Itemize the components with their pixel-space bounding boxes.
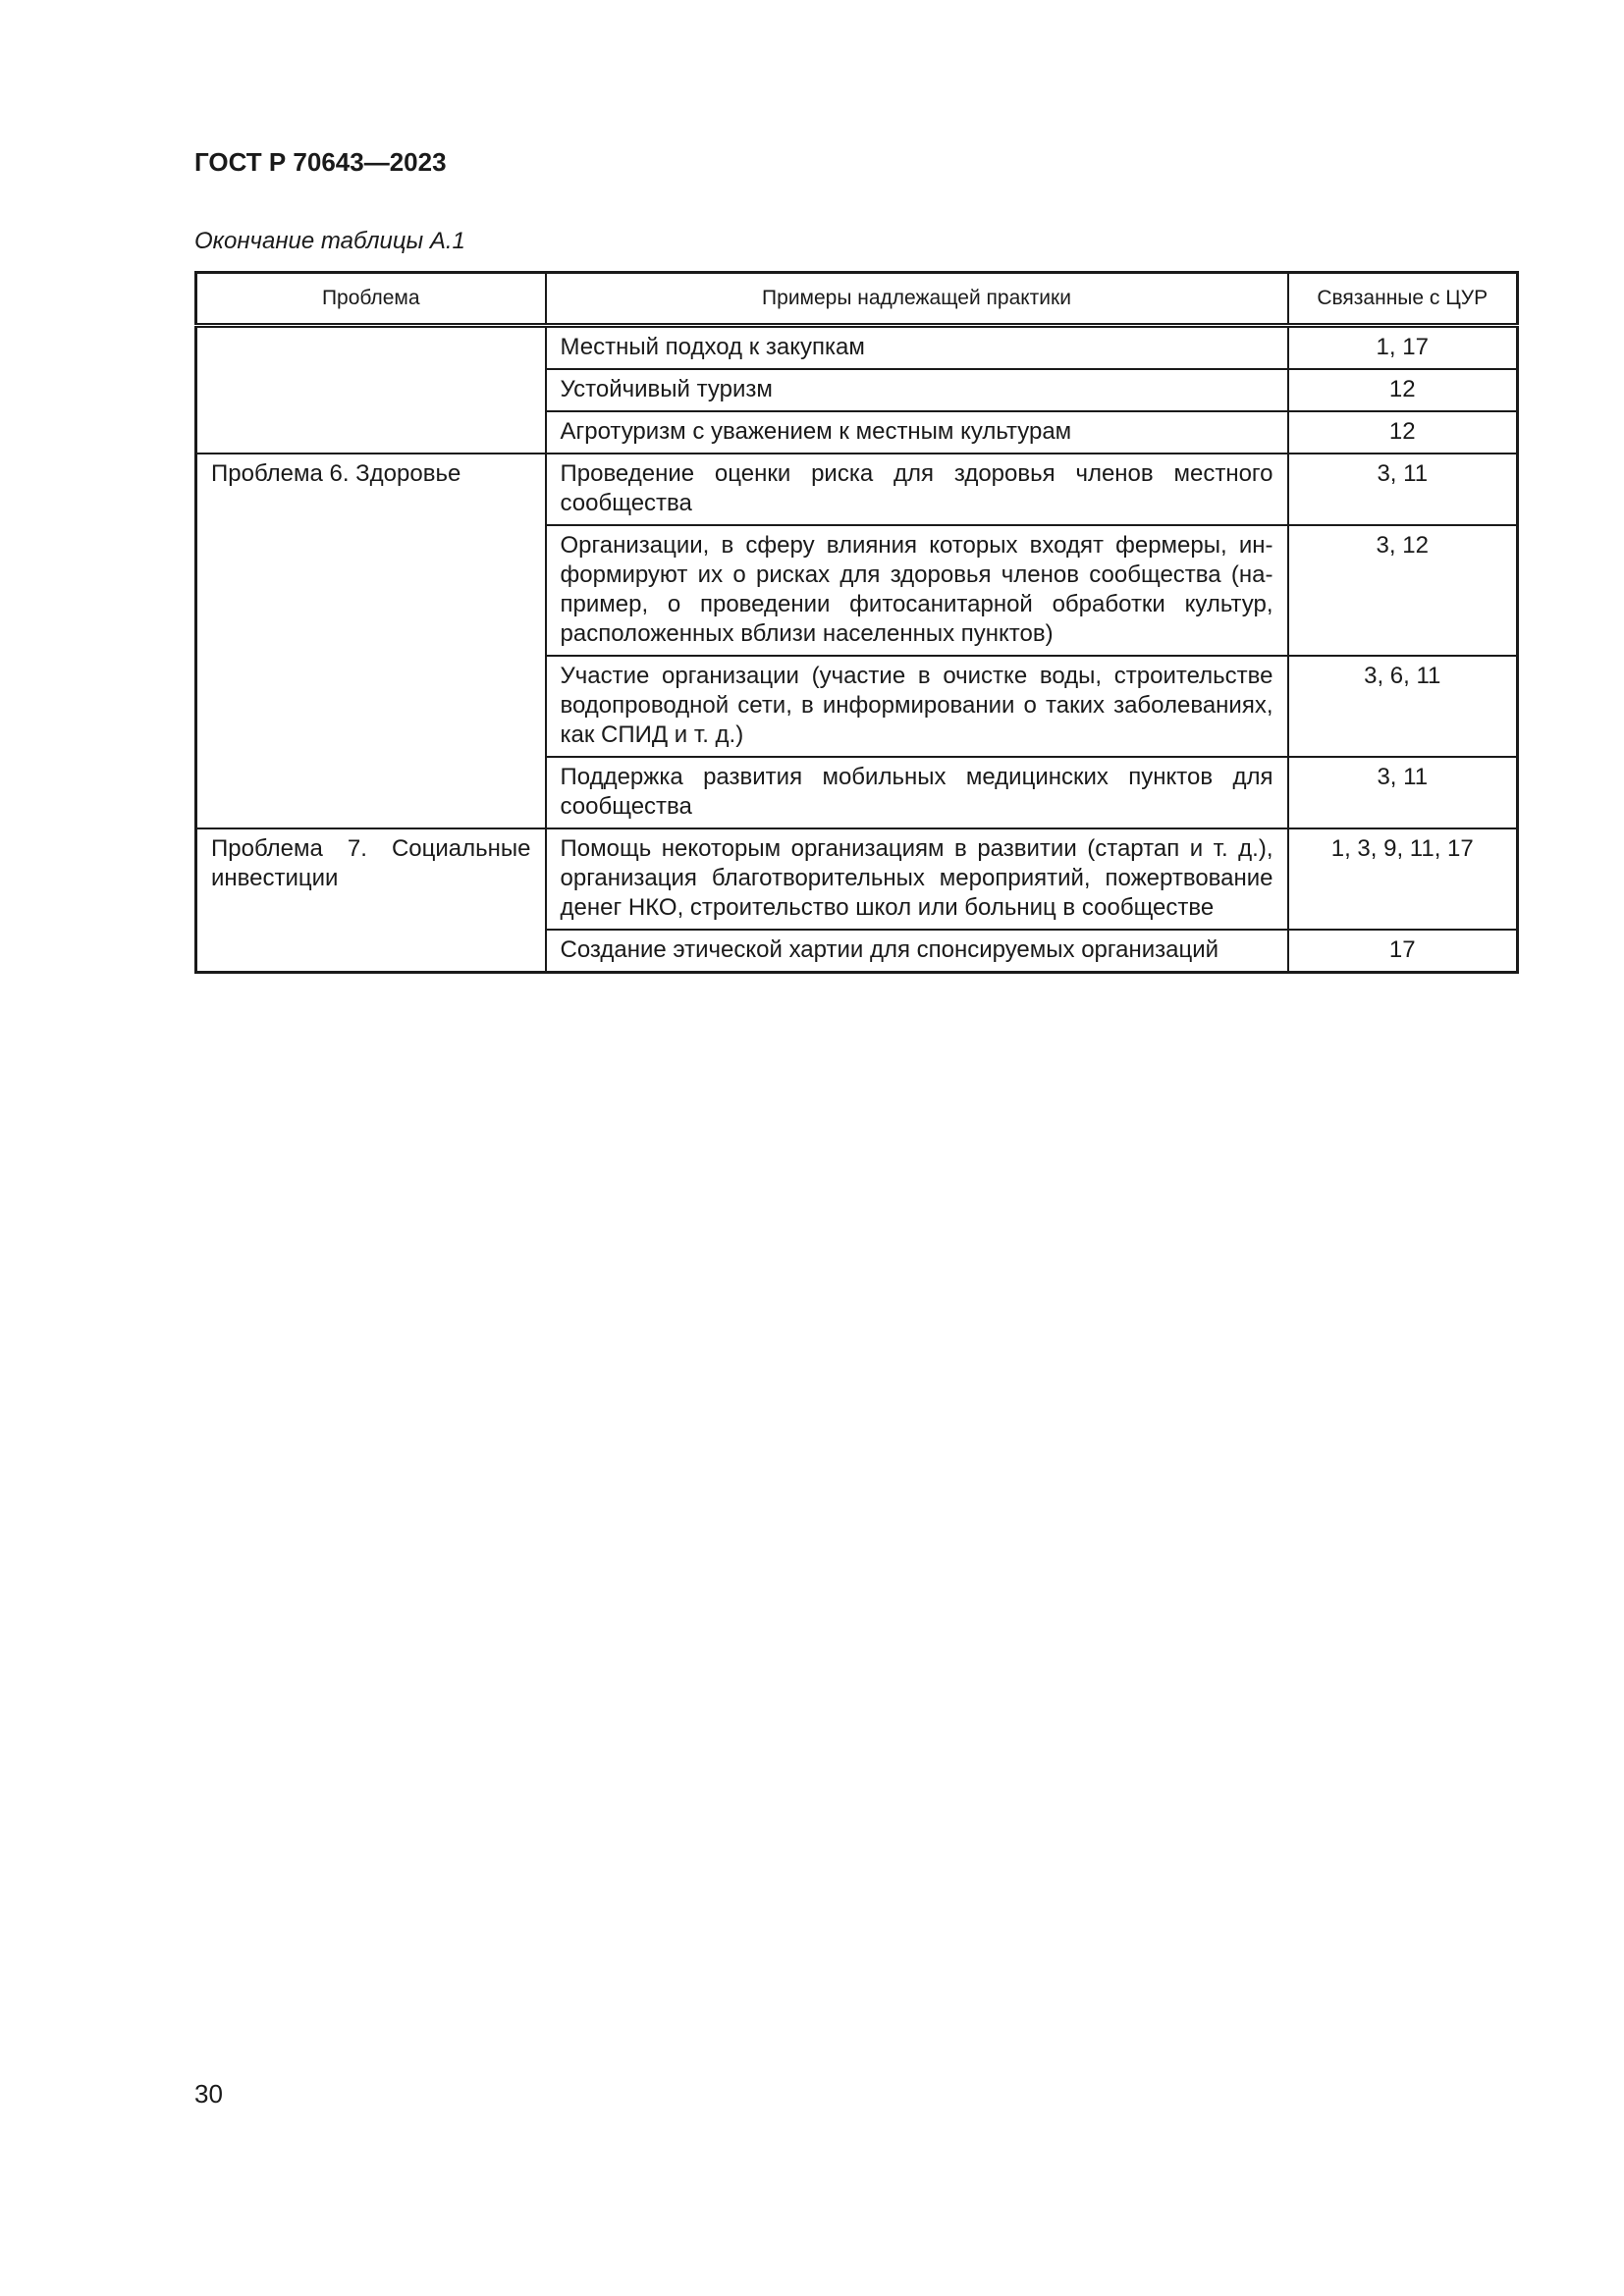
- table-row: [196, 828, 1518, 930]
- table-header-row: [196, 273, 1518, 326]
- problem-cell: Проблема 6. Здоровье: [196, 454, 546, 828]
- sdg-cell: 3, 12: [1288, 525, 1518, 656]
- practice-cell: Агротуризм с уважением к местным культурам: [546, 411, 1288, 454]
- practice-cell: Устойчивый туризм: [546, 369, 1288, 411]
- column-header-sdg: Связанные с ЦУР: [1288, 273, 1518, 326]
- sdg-cell: 12: [1288, 411, 1518, 454]
- sdg-cell: 17: [1288, 930, 1518, 973]
- table-row: [196, 454, 1518, 525]
- page-number: 30: [194, 2079, 223, 2109]
- table-row: [196, 326, 1518, 370]
- practice-cell: Участие организации (участие в очистке воды, строительстве водопроводной сети, в информировании о таких заболеваниях, как СПИД и т. д.): [546, 656, 1288, 757]
- table-caption: Окончание таблицы А.1: [194, 228, 465, 254]
- practice-cell: Проведение оценки риска для здоровья членов местного сообщества: [546, 454, 1288, 525]
- practice-cell: Организации, в сферу влияния которых входят фермеры, информируют их о рисках для здоровья членов сообщества (например, о проведении фитосанитарной обработки культур, расположенных вблизи населенных пунктов): [546, 525, 1288, 656]
- column-header-practices: Примеры надлежащей практики: [546, 273, 1288, 326]
- practice-cell: Местный подход к закупкам: [546, 326, 1288, 370]
- practices-table: [194, 271, 1519, 974]
- column-header-problem: Проблема: [196, 273, 546, 326]
- sdg-cell: 12: [1288, 369, 1518, 411]
- problem-cell: Проблема 7. Социальные инвестиции: [196, 828, 546, 973]
- sdg-cell: 3, 6, 11: [1288, 656, 1518, 757]
- practice-cell: Создание этической хартии для спонсируемых организаций: [546, 930, 1288, 973]
- sdg-cell: 3, 11: [1288, 454, 1518, 525]
- sdg-cell: 1, 3, 9, 11, 17: [1288, 828, 1518, 930]
- problem-cell: [196, 326, 546, 454]
- document-header: ГОСТ Р 70643—2023: [194, 147, 447, 177]
- sdg-cell: 3, 11: [1288, 757, 1518, 828]
- practice-cell: Помощь некоторым организациям в развитии (стартап и т. д.), организация благотворительных мероприятий, пожертвование денег НКО, строительство школ или больниц в сообществе: [546, 828, 1288, 930]
- practice-cell: Поддержка развития мобильных медицинских пунктов для сообщества: [546, 757, 1288, 828]
- sdg-cell: 1, 17: [1288, 326, 1518, 370]
